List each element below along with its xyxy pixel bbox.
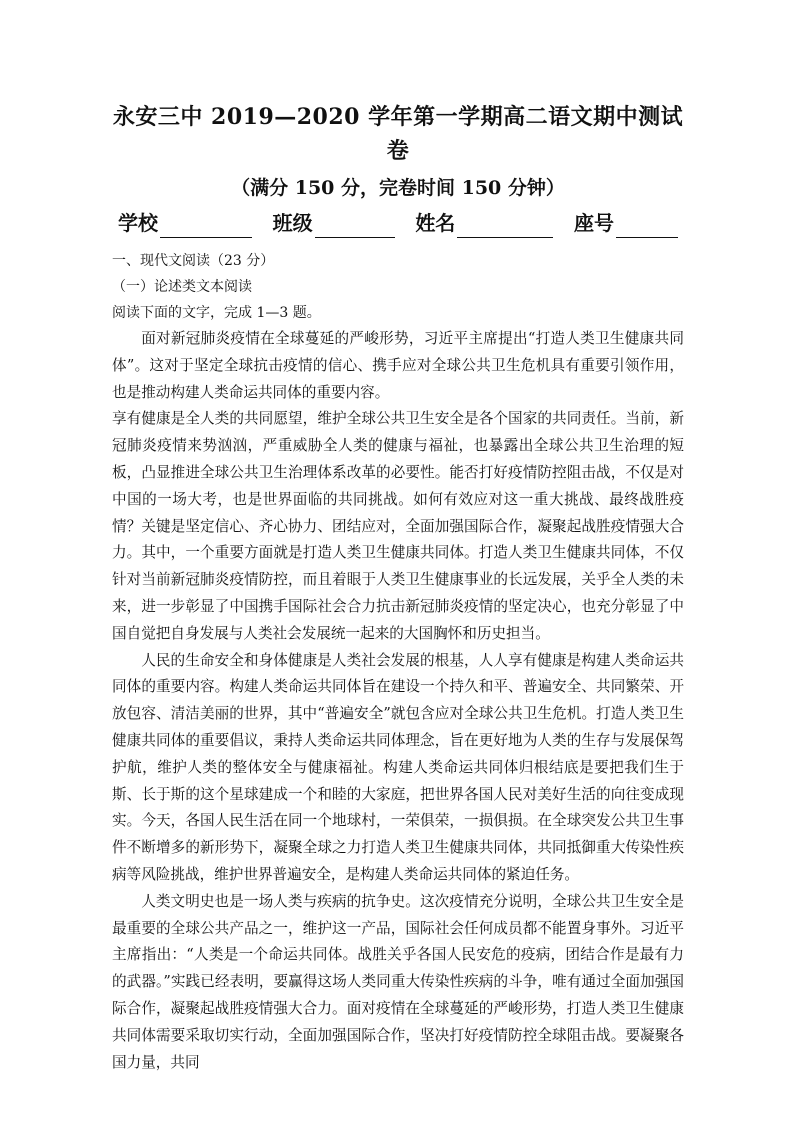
section-heading-part1: 一、现代文阅读（23 分） xyxy=(112,253,275,269)
reading-instruction: 阅读下面的文字，完成 1—3 题。 xyxy=(112,305,321,321)
passage-paragraph-2: 享有健康是全人类的共同愿望，维护全球公共卫生安全是各个国家的共同责任。当前，新冠肺炎疫情来势汹汹，严重威胁全人类的健康与福祉，也暴露出全球公共卫生治理的短板，凸显推进全球公共卫生治理体系改革的必要性。能否打好疫情防控阻击战，不仅是对中国的一场大考，也是世界面临的共同挑战。如何有效应对这一重大挑战、最终战胜疫情？关键是坚定信心、齐心协力、团结应对，全面加强国际合作，凝聚起战胜疫情强大合力。其中，一个重要方面就是打造人类卫生健康共同体。打造人类卫生健康共同体，不仅针对当前新冠肺炎疫情防控，而且着眼于人类卫生健康事业的长远发展，关乎全人类的未来，进一步彰显了中国携手国际社会合力抗击新冠肺炎疫情的坚定决心，也充分彰显了中国自觉把自身发展与人类社会发展统一起来的大国胸怀和历史担当。 xyxy=(112,410,684,642)
passage-paragraph-3: 人民的生命安全和身体健康是人类社会发展的根基，人人享有健康是构建人类命运共同体的重要内容。构建人类命运共同体旨在建设一个持久和平、普遍安全、共同繁荣、开放包容、清洁美丽的世界，其中“普遍安全”就包含应对全球公共卫生危机。打造人类卫生健康共同体的重要倡议，秉持人类命运共同体理念，旨在更好地为人类的生存与发展保驾护航，维护人类的整体安全与健康福祉。构建人类命运共同体归根结底是要把我们生于斯、长于斯的这个星球建成一个和睦的大家庭，把世界各国人民对美好生活的向往变成现实。今天，各国人民生活在同一个地球村，一荣俱荣，一损俱损。在全球突发公共卫生事件不断增多的新形势下，凝聚全球之力打造人类卫生健康共同体，共同抵御重大传染性疾病等风险挑战，维护世界普遍安全，是构建人类命运共同体的紧迫任务。 xyxy=(112,651,684,883)
name-field[interactable] xyxy=(415,208,553,238)
student-info-row xyxy=(112,208,684,238)
seat-blank[interactable] xyxy=(616,215,678,238)
exam-title: 永安三中 2019—2020 学年第一学期高二语文期中测试卷 xyxy=(112,104,684,164)
seat-field[interactable] xyxy=(574,208,678,238)
school-field[interactable] xyxy=(118,208,252,238)
exam-subtitle: （满分 150 分，完卷时间 150 分钟） xyxy=(231,177,565,199)
school-blank[interactable] xyxy=(160,215,252,238)
class-field[interactable] xyxy=(273,208,395,238)
name-blank[interactable] xyxy=(457,215,553,238)
passage-paragraph-4: 人类文明史也是一场人类与疾病的抗争史。这次疫情充分说明，全球公共卫生安全是最重要的全球公共产品之一，维护这一产品，国际社会任何成员都不能置身事外。习近平主席指出：“人类是一个命运共同体。战胜关乎各国人民安危的疫病，团结合作是最有力的武器。”实践已经表明，要赢得这场人类同重大传染性疾病的斗争，唯有通过全面加强国际合作，凝聚起战胜疫情强大合力。面对疫情在全球蔓延的严峻形势，打造人类卫生健康共同体需要采取切实行动，全面加强国际合作，坚决打好疫情防控全球阻击战。要凝聚各国力量，共同 xyxy=(112,892,684,1071)
class-label: 班级 xyxy=(272,211,313,235)
name-label: 姓名 xyxy=(415,211,456,235)
passage-paragraph-1: 面对新冠肺炎疫情在全球蔓延的严峻形势，习近平主席提出“打造人类卫生健康共同体”。这对于坚定全球抗击疫情的信心、携手应对全球公共卫生危机具有重要引领作用，也是推动构建人类命运共同体的重要内容。 xyxy=(112,330,684,401)
class-blank[interactable] xyxy=(315,215,395,238)
section-heading-sub1: （一）论述类文本阅读 xyxy=(112,279,252,295)
seat-label: 座号 xyxy=(573,211,614,235)
school-label: 学校 xyxy=(118,211,158,235)
